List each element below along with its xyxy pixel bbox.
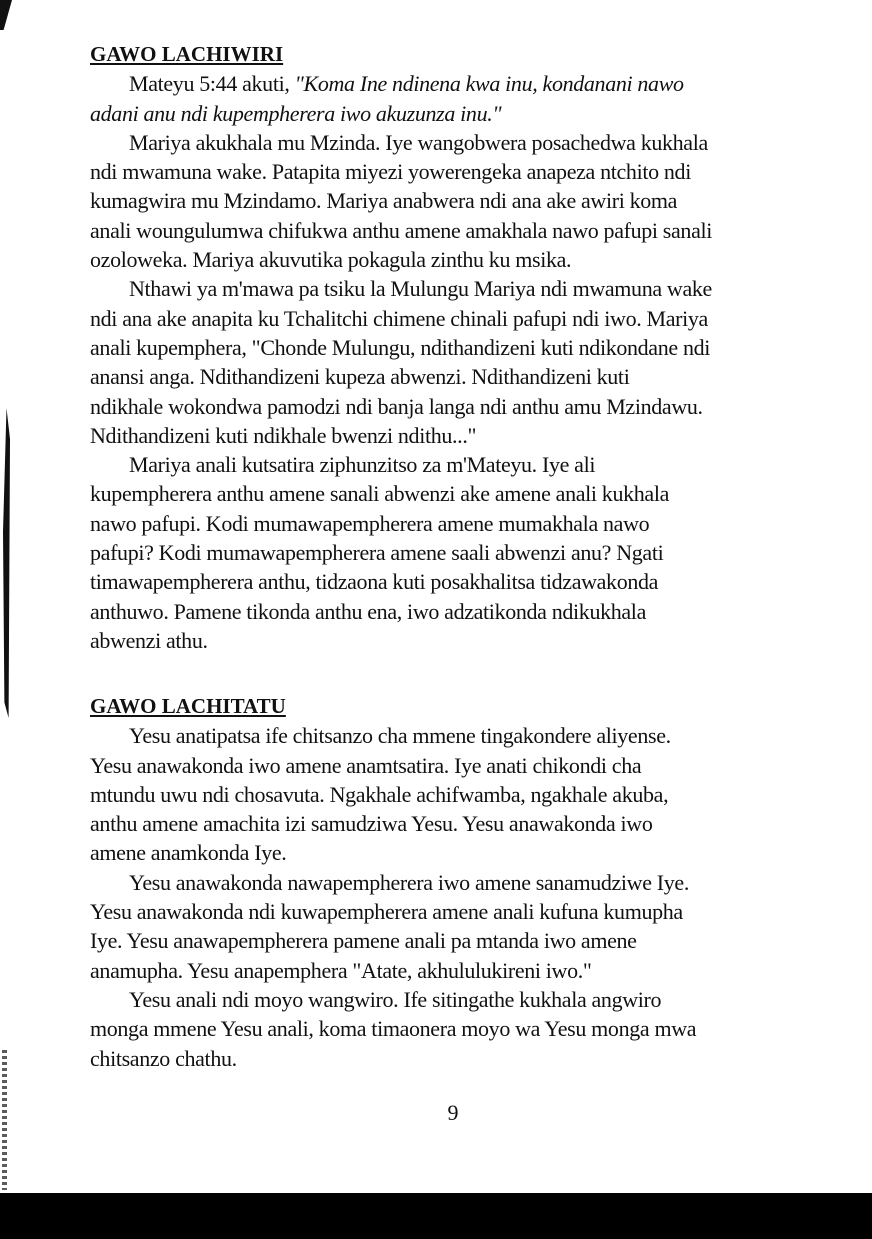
text-line xyxy=(90,216,825,245)
text-run: monga mmene Yesu anali, koma timaonera moyo wa Yesu monga mwa xyxy=(90,1016,697,1042)
text-line xyxy=(90,421,825,450)
section-heading: GAWO LACHIWIRI xyxy=(90,42,284,66)
text-run: Yesu anawakonda ndi kuwapempherera amene anali kufuna kumupha xyxy=(90,899,683,925)
text-line xyxy=(90,721,825,750)
text-run: Nthawi ya m'mawa pa tsiku la Mulungu Mariya ndi mwamuna wake xyxy=(129,276,712,302)
text-line xyxy=(90,69,825,98)
text-run: anthuwo. Pamene tikonda anthu ena, iwo adzatikonda ndikukhala xyxy=(90,598,646,624)
text-line xyxy=(90,868,825,897)
text-run: ozoloweka. Mariya akuvutika pokagula zinthu ku msika. xyxy=(90,247,572,273)
section-body xyxy=(90,69,825,655)
text-run: anthu amene amachita izi samudziwa Yesu. Yesu anawakonda iwo xyxy=(90,811,653,837)
text-run: abwenzi athu. xyxy=(90,627,208,653)
text-run: Mariya anali kutsatira ziphunzitso za m'Mateyu. Iye ali xyxy=(129,452,596,478)
section-gawo-lachitatu xyxy=(90,692,825,1073)
text-line xyxy=(90,538,825,567)
text-line xyxy=(90,897,825,926)
text-run: anansi anga. Ndithandizeni kupeza abwenzi. Ndithandizeni kuti xyxy=(90,364,630,390)
text-run: Yesu anatipatsa ife chitsanzo cha mmene tingakondere aliyense. xyxy=(129,723,671,749)
text-run: kupempherera anthu amene sanali abwenzi ake amene anali kukhala xyxy=(90,481,669,507)
text-run: ndi ana ake anapita ku Tchalitchi chimene chinali pafupi ndi iwo. Mariya xyxy=(90,305,708,331)
text-line xyxy=(90,99,825,128)
text-line xyxy=(90,838,825,867)
scripture-quote: "Koma Ine ndinena kwa inu, kondanani nawo xyxy=(294,71,684,97)
text-run: mtundu uwu ndi chosavuta. Ngakhale achifwamba, ngakhale akuba, xyxy=(90,781,669,807)
text-run: amene anamkonda Iye. xyxy=(90,840,287,866)
text-run: nawo pafupi. Kodi mumawapempherera amene mumakhala nawo xyxy=(90,510,650,536)
text-line xyxy=(90,392,825,421)
text-line xyxy=(90,186,825,215)
section-heading: GAWO LACHITATU xyxy=(90,694,286,718)
text-run: chitsanzo chathu. xyxy=(90,1045,237,1071)
text-line xyxy=(90,450,825,479)
text-line xyxy=(90,751,825,780)
page-number: 9 xyxy=(447,1100,459,1125)
text-line xyxy=(90,985,825,1014)
text-line xyxy=(90,157,825,186)
text-line xyxy=(90,1044,825,1073)
text-run: Iye. Yesu anawapempherera pamene anali pa mtanda iwo amene xyxy=(90,928,637,954)
text-run: anali kupemphera, "Chonde Mulungu, ndithandizeni kuti ndikondane ndi xyxy=(90,334,711,360)
text-line xyxy=(90,362,825,391)
text-line xyxy=(90,956,825,985)
text-line xyxy=(90,274,825,303)
text-line xyxy=(90,780,825,809)
text-run: anali woungulumwa chifukwa anthu amene amakhala nawo pafupi sanali xyxy=(90,217,713,243)
text-line xyxy=(90,128,825,157)
text-line xyxy=(90,597,825,626)
text-line xyxy=(90,509,825,538)
text-run: anamupha. Yesu anapemphera "Atate, akhululukireni iwo." xyxy=(90,957,592,983)
scripture-quote: adani anu ndi kupempherera iwo akuzunza inu." xyxy=(90,100,502,126)
text-line xyxy=(90,304,825,333)
section-body xyxy=(90,721,825,1073)
text-run: pafupi? Kodi mumawapempherera amene saali abwenzi anu? Ngati xyxy=(90,540,664,566)
text-line xyxy=(90,926,825,955)
text-line xyxy=(90,479,825,508)
text-line xyxy=(90,1014,825,1043)
text-run: kumagwira mu Mzindamo. Mariya anabwera ndi ana ake awiri koma xyxy=(90,188,678,214)
text-line xyxy=(90,245,825,274)
text-run: Mateyu 5:44 akuti, xyxy=(129,71,295,97)
text-line xyxy=(90,567,825,596)
scan-artifact-top-left xyxy=(0,0,12,30)
scan-artifact-left-binding xyxy=(3,408,10,718)
scan-bottom-border xyxy=(0,1193,872,1239)
text-line xyxy=(90,809,825,838)
text-run: Yesu anawakonda nawapempherera iwo amene sanamudziwe Iye. xyxy=(129,869,689,895)
text-run: Ndithandizeni kuti ndikhale bwenzi ndithu..." xyxy=(90,422,477,448)
text-run: Yesu anali ndi moyo wangwiro. Ife sitingathe kukhala angwiro xyxy=(129,986,662,1012)
text-run: ndi mwamuna wake. Patapita miyezi yowerengeka anapeza ntchito ndi xyxy=(90,159,691,185)
text-run: timawapempherera anthu, tidzaona kuti posakhalitsa tidzawakonda xyxy=(90,569,659,595)
section-gawo-lachiwiri xyxy=(90,40,825,655)
text-run: Mariya akukhala mu Mzinda. Iye wangobwera posachedwa kukhala xyxy=(129,129,708,155)
text-line xyxy=(90,626,825,655)
text-run: Yesu anawakonda iwo amene anamtsatira. Iye anati chikondi cha xyxy=(90,752,642,778)
text-line xyxy=(90,333,825,362)
text-run: ndikhale wokondwa pamodzi ndi banja langa ndi anthu amu Mzindawu. xyxy=(90,393,703,419)
